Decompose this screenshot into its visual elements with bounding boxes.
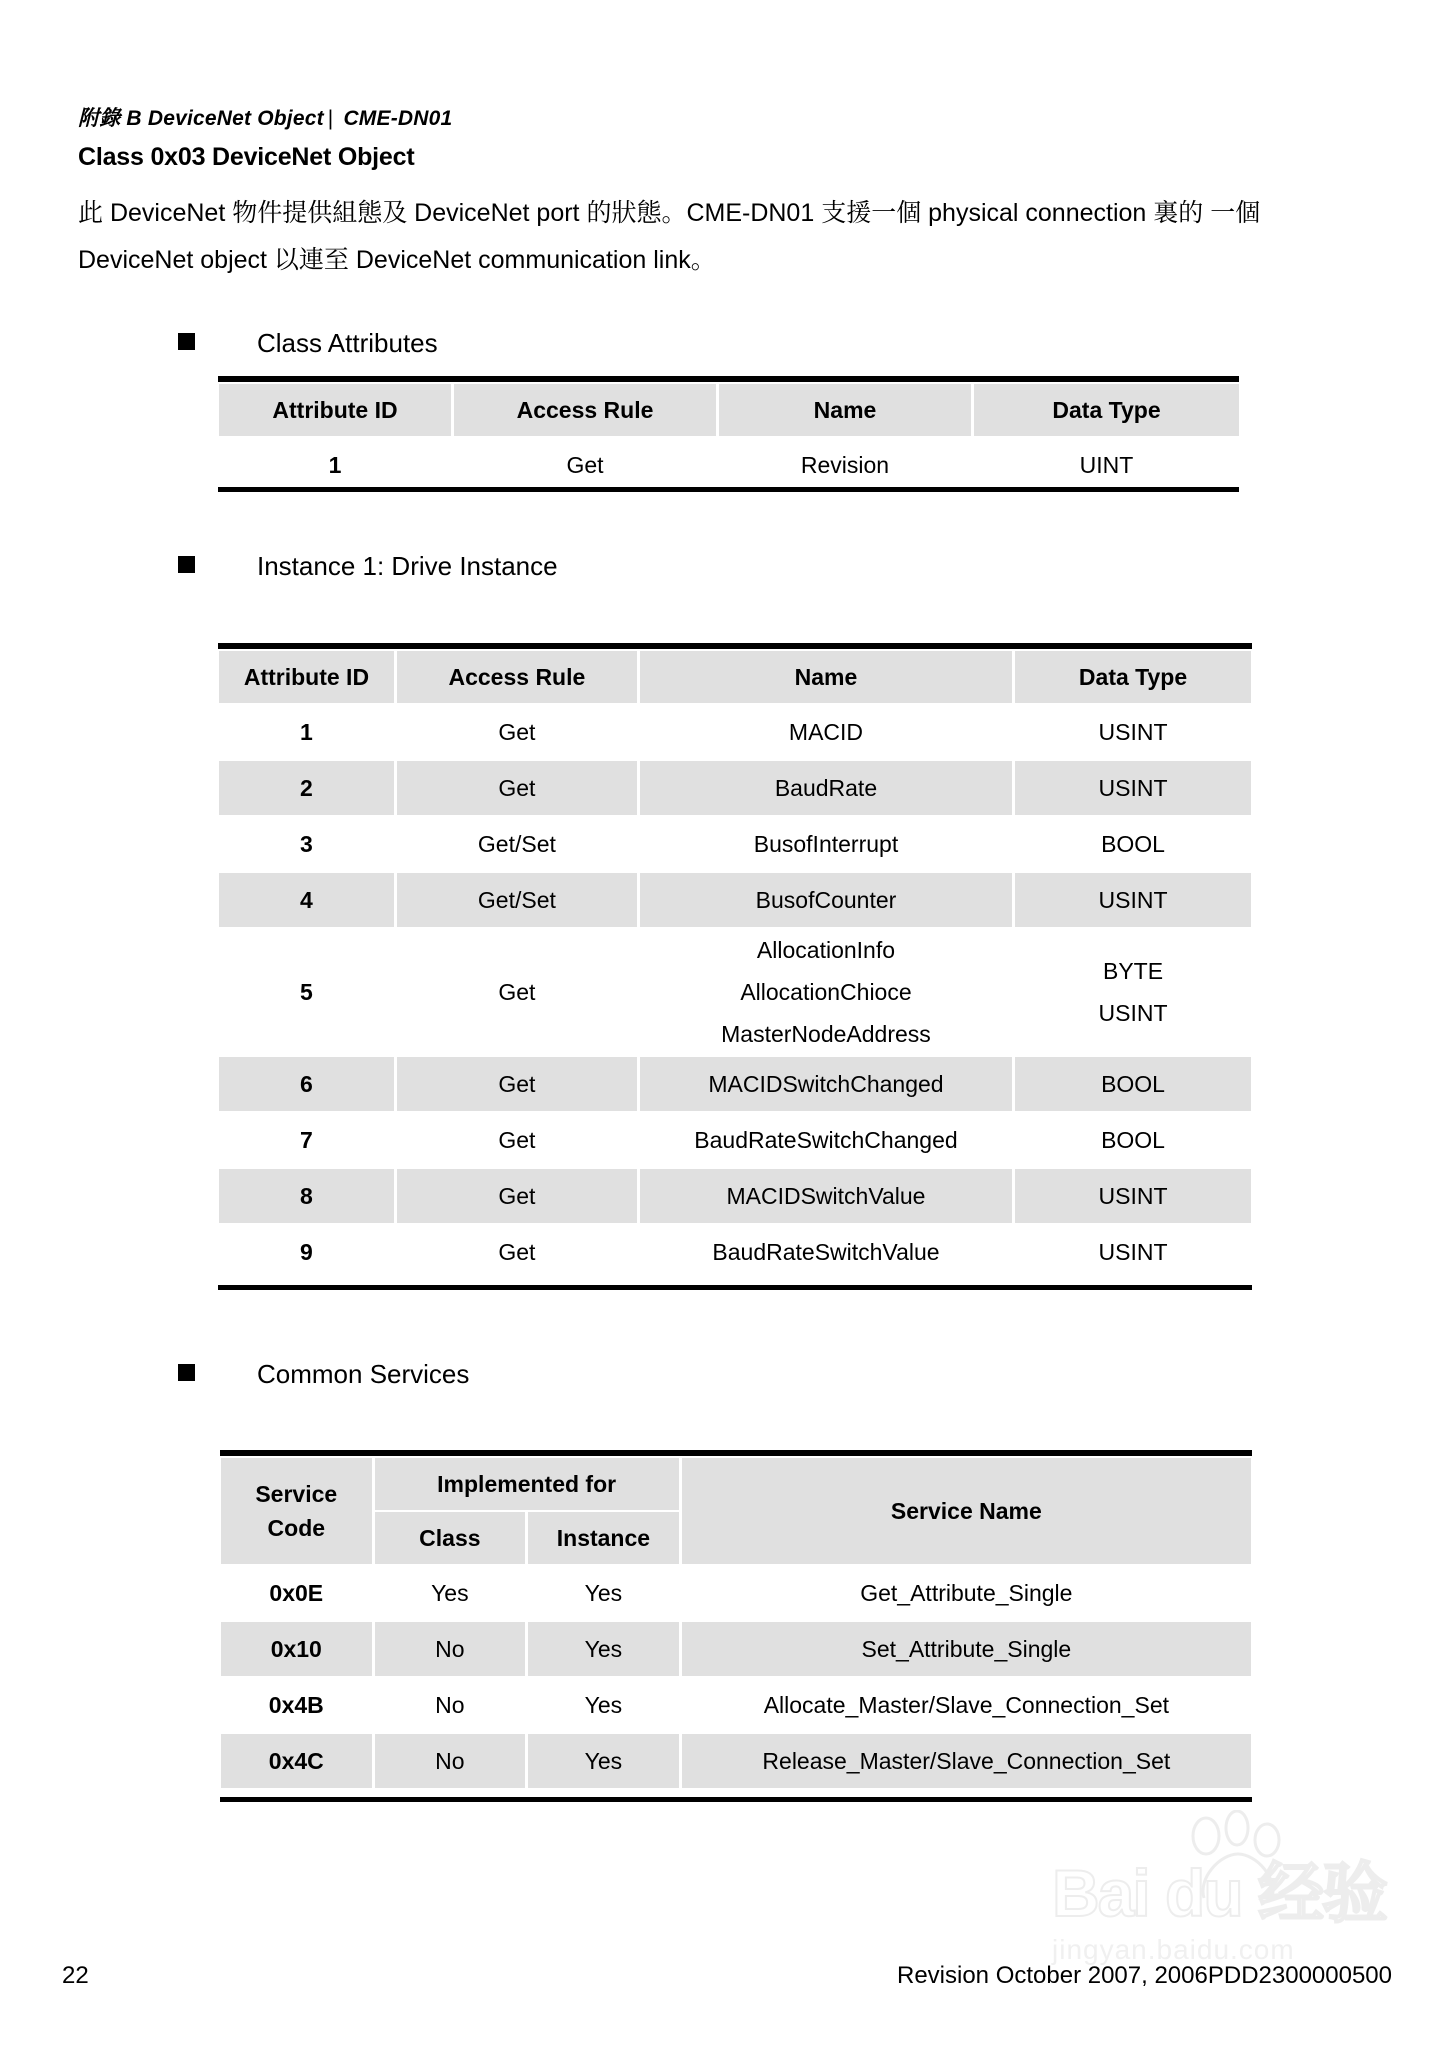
- table-cell: Get: [397, 1113, 637, 1167]
- intro-line-1: 此 DeviceNet 物件提供組態及 DeviceNet port 的狀態。CME-DN01 支援一個 physical connection 裏的: [78, 199, 1204, 227]
- table-row: [221, 1622, 1251, 1676]
- table-cell: 0x4C: [221, 1734, 372, 1788]
- instance-table-bottom-rule: [218, 1285, 1252, 1290]
- table-cell: Get/Set: [397, 873, 637, 927]
- table-row: [219, 929, 1251, 1055]
- table-row: [219, 705, 1251, 759]
- watermark-logo-text: Bai du 经验: [1052, 1856, 1387, 1930]
- table-cell: MACIDSwitchChanged: [640, 1057, 1012, 1111]
- col-service-name: Service Name: [682, 1458, 1251, 1564]
- bullet-square-icon: [178, 556, 195, 573]
- table-row: [219, 1225, 1251, 1279]
- table-row: [219, 873, 1251, 927]
- table-cell: 1: [219, 705, 394, 759]
- table-cell: 0x0E: [221, 1566, 372, 1620]
- table-cell: Get: [397, 705, 637, 759]
- table-cell: BaudRate: [640, 761, 1012, 815]
- col-class: Class: [375, 1512, 526, 1564]
- table-row: [219, 1057, 1251, 1111]
- table-cell: 0x10: [221, 1622, 372, 1676]
- header-divider: |: [327, 107, 334, 130]
- common-services-table: [218, 1456, 1254, 1790]
- baidu-paw-icon: [1184, 1810, 1304, 1902]
- table-cell: Allocate_Master/Slave_Connection_Set: [682, 1678, 1251, 1732]
- baidu-watermark: [1052, 1856, 1412, 1966]
- table-header-row: [219, 384, 1239, 436]
- bullet-instance-1: [178, 551, 558, 582]
- table-row: [221, 1566, 1251, 1620]
- table-cell: Yes: [528, 1734, 679, 1788]
- table-cell: Get: [397, 1169, 637, 1223]
- bullet-common-services-label: Common Services: [257, 1359, 470, 1389]
- table-cell: BusofInterrupt: [640, 817, 1012, 871]
- table-cell: Get: [397, 929, 637, 1055]
- model-label: CME-DN01: [343, 107, 453, 130]
- table-cell: 1: [219, 438, 451, 492]
- col-access-rule: Access Rule: [454, 384, 716, 436]
- table-cell: AllocationInfo AllocationChioce MasterNodeAddress: [640, 929, 1012, 1055]
- table-cell: Revision: [719, 438, 971, 492]
- table-row: [221, 1678, 1251, 1732]
- table-cell: 4: [219, 873, 394, 927]
- table-cell: BYTE USINT: [1015, 929, 1251, 1055]
- table-cell: No: [375, 1734, 526, 1788]
- table-cell: 7: [219, 1113, 394, 1167]
- col-name: Name: [719, 384, 971, 436]
- table-row: [219, 1169, 1251, 1223]
- page-title: Class 0x03 DeviceNet Object: [78, 143, 415, 171]
- table-cell: Set_Attribute_Single: [682, 1622, 1251, 1676]
- footer-page-number: 22: [62, 1962, 89, 1989]
- table-cell: BOOL: [1015, 817, 1251, 871]
- intro-paragraph: [78, 190, 1368, 284]
- table-cell: USINT: [1015, 1225, 1251, 1279]
- appendix-header: [78, 102, 452, 132]
- bullet-class-attributes-label: Class Attributes: [257, 328, 438, 358]
- col-instance: Instance: [528, 1512, 679, 1564]
- table-cell: Yes: [528, 1566, 679, 1620]
- class-attributes-table: [216, 382, 1242, 494]
- table-header-row: [219, 651, 1251, 703]
- table-cell: Get: [397, 1057, 637, 1111]
- table-cell: Get: [454, 438, 716, 492]
- table-row: [219, 1113, 1251, 1167]
- table-cell: USINT: [1015, 761, 1251, 815]
- appendix-label: 附錄 B DeviceNet Object: [78, 107, 324, 130]
- table-cell: BOOL: [1015, 1057, 1251, 1111]
- table-header-row-1: [221, 1458, 1251, 1510]
- table-cell: 0x4B: [221, 1678, 372, 1732]
- table-cell: Yes: [375, 1566, 526, 1620]
- table-cell: Get: [397, 761, 637, 815]
- watermark-url-text: jingyan.baidu.com: [1052, 1934, 1295, 1965]
- table-row: [221, 1734, 1251, 1788]
- common-services-body: [221, 1566, 1251, 1788]
- table-cell: Yes: [528, 1678, 679, 1732]
- table-cell: BOOL: [1015, 1113, 1251, 1167]
- class-table-bottom-rule: [218, 487, 1239, 492]
- table-cell: BaudRateSwitchChanged: [640, 1113, 1012, 1167]
- table-cell: Yes: [528, 1622, 679, 1676]
- table-cell: BaudRateSwitchValue: [640, 1225, 1012, 1279]
- bullet-common-services: [178, 1359, 469, 1390]
- intro-line-2: 一個 DeviceNet object 以連至 DeviceNet communication link。: [78, 199, 1261, 274]
- table-cell: MACIDSwitchValue: [640, 1169, 1012, 1223]
- table-cell: Get_Attribute_Single: [682, 1566, 1251, 1620]
- table-cell: USINT: [1015, 705, 1251, 759]
- table-row: [219, 817, 1251, 871]
- instance-attributes-table: [216, 649, 1254, 1281]
- bullet-instance-1-label: Instance 1: Drive Instance: [257, 551, 558, 581]
- table-cell: MACID: [640, 705, 1012, 759]
- bullet-square-icon: [178, 1364, 195, 1381]
- table-cell: 5: [219, 929, 394, 1055]
- table-cell: 9: [219, 1225, 394, 1279]
- services-table-bottom-rule: [220, 1797, 1252, 1802]
- table-cell: Get: [397, 1225, 637, 1279]
- col-attribute-id: Attribute ID: [219, 384, 451, 436]
- table-cell: No: [375, 1622, 526, 1676]
- table-cell: BusofCounter: [640, 873, 1012, 927]
- table-row: [219, 438, 1239, 492]
- col-access-rule: Access Rule: [397, 651, 637, 703]
- col-attribute-id: Attribute ID: [219, 651, 394, 703]
- col-data-type: Data Type: [974, 384, 1239, 436]
- col-implemented-for: Implemented for: [375, 1458, 679, 1510]
- table-cell: Get/Set: [397, 817, 637, 871]
- table-cell: 2: [219, 761, 394, 815]
- table-cell: USINT: [1015, 1169, 1251, 1223]
- table-cell: 3: [219, 817, 394, 871]
- class-attributes-body: [219, 438, 1239, 492]
- col-data-type: Data Type: [1015, 651, 1251, 703]
- col-name: Name: [640, 651, 1012, 703]
- table-cell: No: [375, 1678, 526, 1732]
- table-cell: UINT: [974, 438, 1239, 492]
- table-cell: Release_Master/Slave_Connection_Set: [682, 1734, 1251, 1788]
- bullet-class-attributes: [178, 328, 438, 359]
- table-row: [219, 761, 1251, 815]
- table-cell: 8: [219, 1169, 394, 1223]
- col-service-code: Service Code: [221, 1458, 372, 1564]
- bullet-square-icon: [178, 333, 195, 350]
- instance-attributes-body: [219, 705, 1251, 1279]
- footer-revision: Revision October 2007, 2006PDD2300000500: [896, 1962, 1392, 1989]
- table-cell: 6: [219, 1057, 394, 1111]
- table-cell: USINT: [1015, 873, 1251, 927]
